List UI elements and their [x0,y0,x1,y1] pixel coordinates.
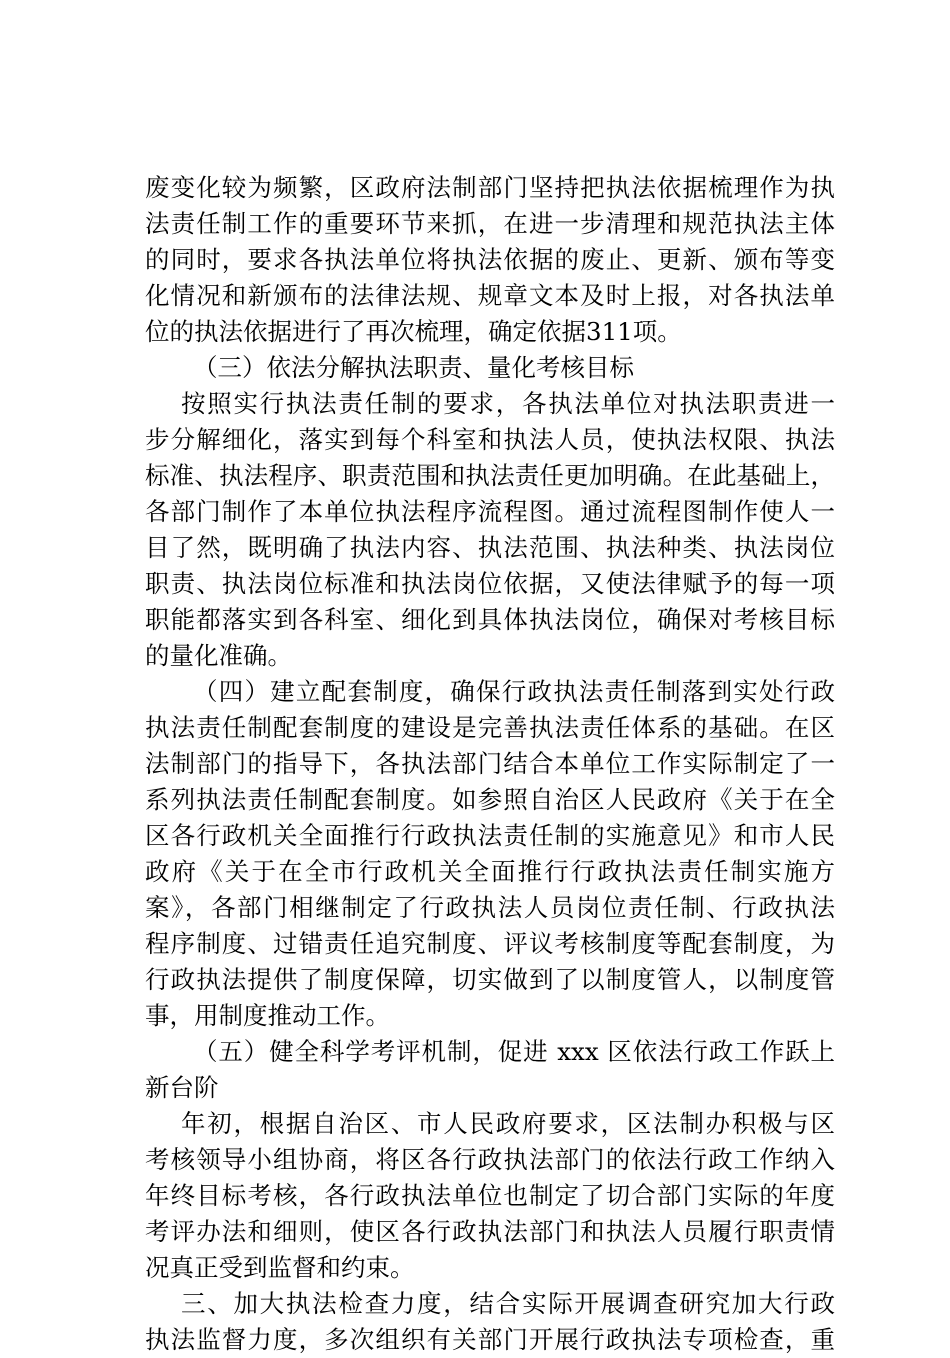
paragraph-line: 职能都落实到各科室、细化到具体执法岗位，确保对考核目标 [145,605,835,634]
paragraph-line: 事，用制度推动工作。 [145,1001,390,1030]
paragraph-line: 执法监督力度，多次组织有关部门开展行政执法专项检查，重 [145,1325,835,1354]
document-body [145,170,835,1358]
paragraph-line: 各部门制作了本单位执法程序流程图。通过流程图制作使人一 [145,497,835,526]
paragraph-line: 况真正受到监督和约束。 [145,1253,415,1282]
paragraph-line: 目了然，既明确了执法内容、执法范围、执法种类、执法岗位 [145,533,835,562]
paragraph-line: 考核领导小组协商，将区各行政执法部门的依法行政工作纳入 [145,1145,835,1174]
paragraph-line: 废变化较为频繁，区政府法制部门坚持把执法依据梳理作为执 [145,173,835,202]
paragraph-line: 行政执法提供了制度保障，切实做到了以制度管人，以制度管 [145,965,835,994]
paragraph-line: 案》，各部门相继制定了行政执法人员岗位责任制、行政执法 [145,893,835,922]
paragraph-line: 的同时，要求各执法单位将执法依据的废止、更新、颁布等变 [145,245,835,274]
section-heading-line: （三）依法分解执法职责、量化考核目标 [193,353,634,382]
paragraph-line: 考评办法和细则，使区各行政执法部门和执法人员履行职责情 [145,1217,835,1246]
paragraph-line: 区各行政机关全面推行行政执法责任制的实施意见》和市人民 [145,821,835,850]
paragraph-line: 年初，根据自治区、市人民政府要求，区法制办积极与区 [181,1109,835,1138]
paragraph-line: 政府《关于在全市行政机关全面推行行政执法责任制实施方 [145,857,835,886]
paragraph-line: 步分解细化，落实到每个科室和执法人员，使执法权限、执法 [145,425,835,454]
paragraph-line: 职责、执法岗位标准和执法岗位依据，又使法律赋予的每一项 [145,569,835,598]
paragraph-line: 系列执法责任制配套制度。如参照自治区人民政府《关于在全 [145,785,835,814]
section-heading-line: （五）健全科学考评机制，促进 xxx 区依法行政工作跃上 [193,1037,835,1066]
paragraph-line: 法制部门的指导下，各执法部门结合本单位工作实际制定了一 [145,749,835,778]
paragraph-line: 位的执法依据进行了再次梳理，确定依据311项。 [145,317,682,346]
paragraph-line: 化情况和新颁布的法律法规、规章文本及时上报，对各执法单 [145,281,835,310]
paragraph-line: 三、加大执法检查力度，结合实际开展调查研究加大行政 [181,1289,835,1318]
paragraph-line: 法责任制工作的重要环节来抓，在进一步清理和规范执法主体 [145,209,835,238]
paragraph-line: 的量化准确。 [145,641,292,670]
paragraph-line: 标准、执法程序、职责范围和执法责任更加明确。在此基础上， [145,461,835,490]
paragraph-line: 程序制度、过错责任追究制度、评议考核制度等配套制度，为 [145,929,835,958]
paragraph-line: 新台阶 [145,1073,219,1102]
paragraph-line: 按照实行执法责任制的要求，各执法单位对执法职责进一 [181,389,835,418]
paragraph-line: 年终目标考核，各行政执法单位也制定了切合部门实际的年度 [145,1181,835,1210]
section-heading-line: （四）建立配套制度，确保行政执法责任制落到实处行政 [193,677,835,706]
paragraph-line: 执法责任制配套制度的建设是完善执法责任体系的基础。在区 [145,713,835,742]
